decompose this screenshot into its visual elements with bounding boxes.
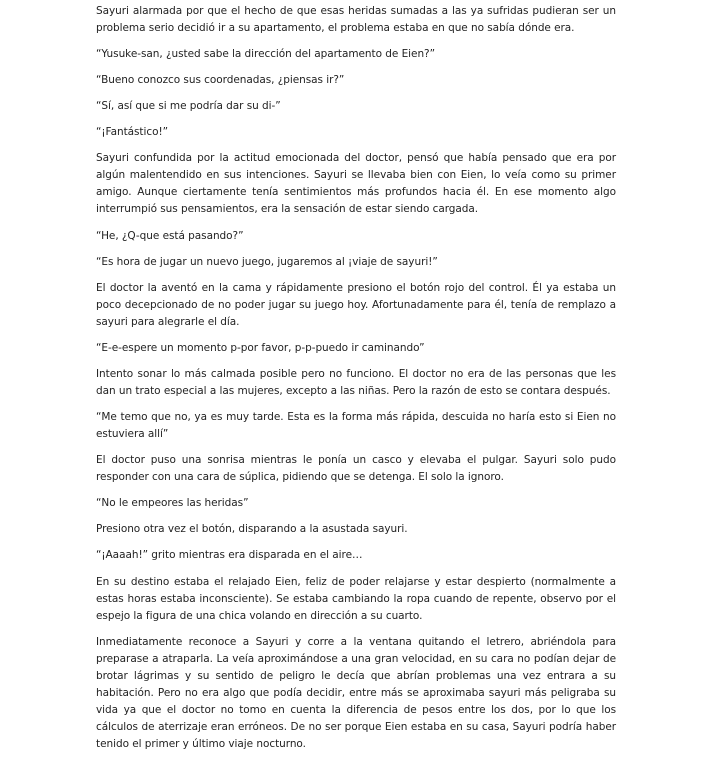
paragraph: “Es hora de jugar un nuevo juego, jugaremos al ¡viaje de sayuri!” xyxy=(96,255,438,268)
paragraph: “He, ¿Q-que está pasando?” xyxy=(96,229,244,242)
paragraph: En su destino estaba el relajado Eien, feliz de poder relajarse y estar despierto (normalmente a estas horas estaba inconsciente). Se estaba cambiando la ropa cuando de repente, observo por el espejo la figura de una chica volando en dirección a su cuarto. xyxy=(96,575,616,622)
paragraph: “Bueno conozco sus coordenadas, ¿piensas ir?” xyxy=(96,74,345,87)
paragraph: Presiono otra vez el botón, disparando a la asustada sayuri. xyxy=(96,523,408,536)
paragraph: “Yusuke-san, ¿usted sabe la dirección del apartamento de Eien?” xyxy=(96,48,435,61)
paragraph: “¡Fantástico!” xyxy=(96,126,169,139)
document-page xyxy=(96,3,616,762)
paragraph: Inmediatamente reconoce a Sayuri y corre a la ventana quitando el letrero, abriéndola para preparase a atraparla. La veía aproximándose a una gran velocidad, en su cara no podían dejar de brotar lágrimas y su sentido de peligro le decía que abrían problemas una vez entrara a su habitación. Pero no era algo que podía decidir, entre más se aproximaba sayuri más peligraba su vida ya que el doctor no tomo en cuenta la diferencia de pesos entre los dos, por lo que los cálculos de aterrizaje eran erróneos. De no ser porque Eien estaba en su casa, Sayuri podría haber tenido el primer y último viaje nocturno. xyxy=(96,635,616,750)
paragraph: El doctor la aventó en la cama y rápidamente presiono el botón rojo del control. Él ya estaba un poco decepcionado de no poder jugar su juego hoy. Afortunadamente para él, tenía de remplazo a sayuri para alegrarle el día. xyxy=(96,281,616,328)
paragraph: Intento sonar lo más calmada posible pero no funciono. El doctor no era de las personas que les dan un trato especial a las mujeres, excepto a las niñas. Pero la razón de esto se contara después. xyxy=(96,367,616,397)
paragraph: “No le empeores las heridas” xyxy=(96,497,249,510)
paragraph: Sayuri alarmada por que el hecho de que esas heridas sumadas a las ya sufridas pudieran ser un problema serio decidió ir a su apartamento, el problema estaba en que no sabía dónde era. xyxy=(96,5,616,34)
paragraph: “Me temo que no, ya es muy tarde. Esta es la forma más rápida, descuida no haría esto si Eien no estuviera allí” xyxy=(96,411,616,441)
paragraph: Sayuri confundida por la actitud emocionada del doctor, pensó que había pensado que era por algún malentendido en sus intenciones. Sayuri se llevaba bien con Eien, lo veía como su primer amigo. Aunque ciertamente tenía sentimientos más profundos hacia él. En ese momento algo interrumpió sus pensamientos, era la sensación de estar siendo cargada. xyxy=(96,152,616,216)
paragraph: “Sí, así que si me podría dar su di-” xyxy=(96,100,281,113)
paragraph: “E-e-espere un momento p-por favor, p-p-puedo ir caminando” xyxy=(96,341,425,354)
paragraph: “¡Aaaah!” grito mientras era disparada en el aire… xyxy=(96,549,363,562)
paragraph: El doctor puso una sonrisa mientras le ponía un casco y elevaba el pulgar. Sayuri solo pudo responder con una cara de súplica, pidiendo que se detenga. El solo la ignoro. xyxy=(96,454,616,484)
